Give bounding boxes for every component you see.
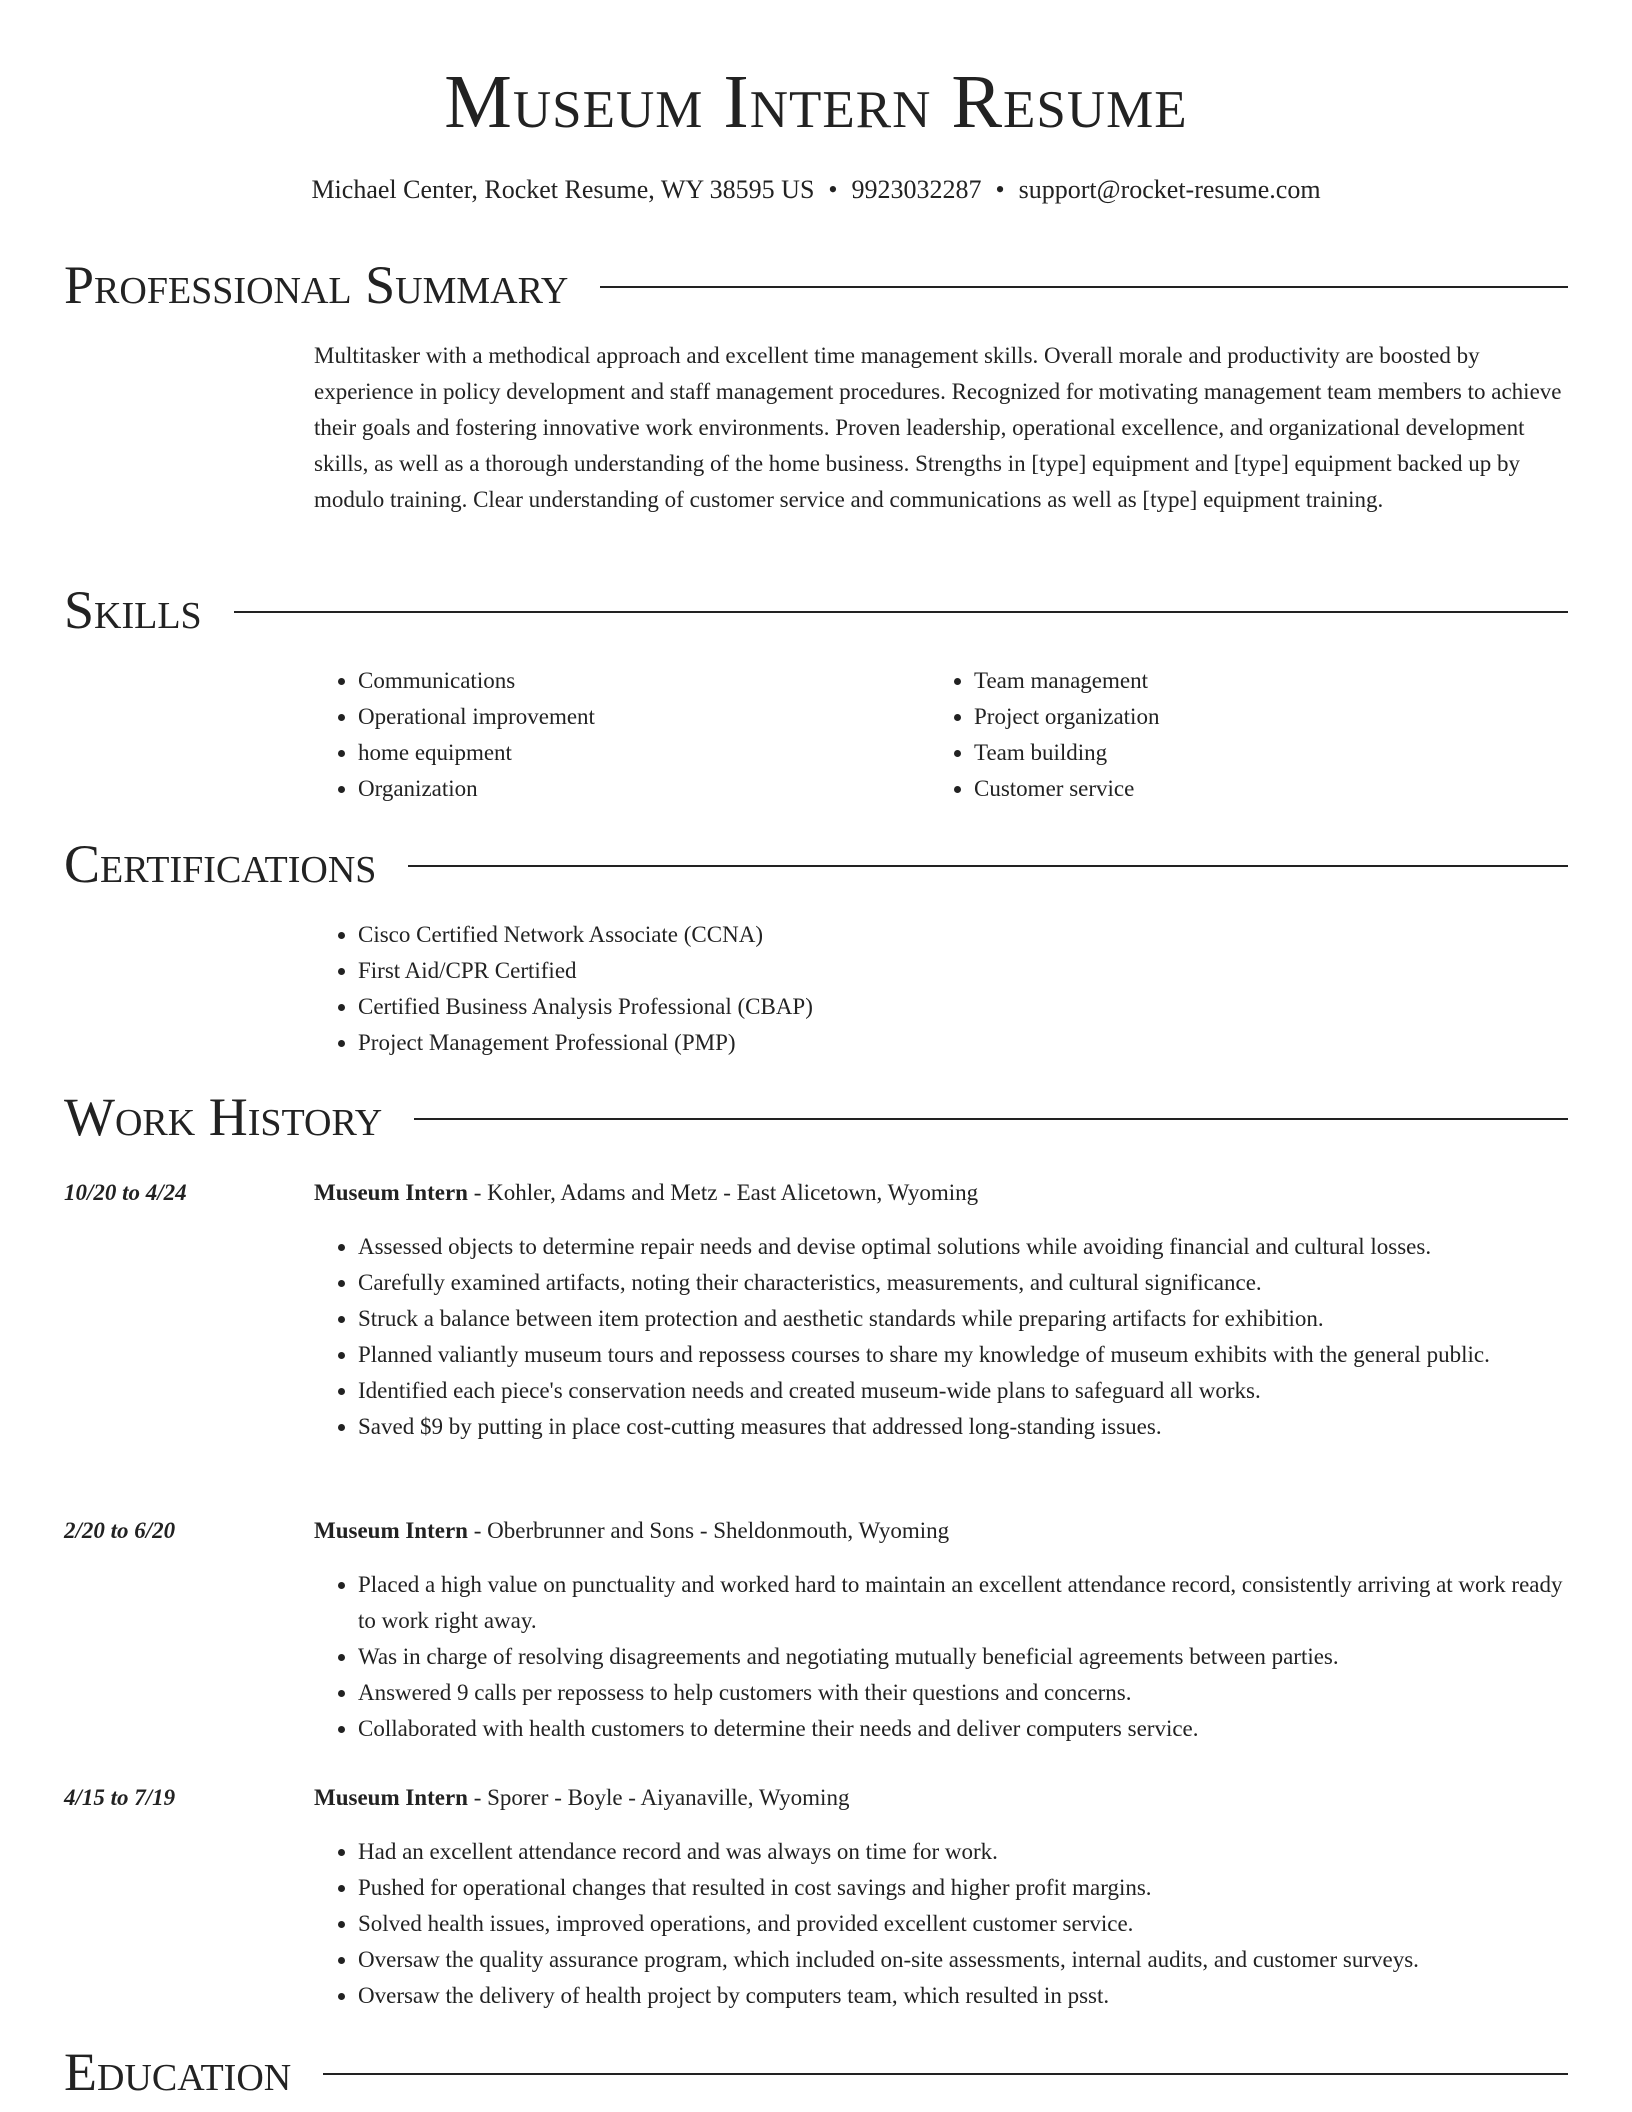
job-responsibilities: [314, 1834, 1568, 2014]
job-heading: [314, 1175, 978, 1211]
section-divider: [323, 2073, 1568, 2075]
job-bullet: • Answered 9 calls per repossess to help customers with their questions and concerns.: [358, 1675, 1568, 1711]
section-certifications-header: [64, 832, 1568, 896]
job-bullet: • Was in charge of resolving disagreements and negotiating mutually beneficial agreements between parties.: [358, 1639, 1568, 1675]
certification-item: • Cisco Certified Network Associate (CCNA): [358, 917, 1568, 953]
job-responsibilities: [314, 1229, 1568, 1445]
job-heading: [314, 1780, 849, 1816]
skill-item: • Customer service: [974, 771, 1546, 807]
skill-item: • Operational improvement: [358, 699, 930, 735]
job-bullet: • Struck a balance between item protection and aesthetic standards while preparing artifacts for exhibition.: [358, 1301, 1568, 1337]
job-bullet: • Identified each piece's conservation needs and created museum-wide plans to safeguard all works.: [358, 1373, 1568, 1409]
job-bullet: • Oversaw the quality assurance program, which included on-site assessments, internal audits, and customer surveys.: [358, 1942, 1568, 1978]
section-divider: [234, 611, 1568, 613]
section-title: Certifications: [64, 834, 377, 894]
certifications-list: [314, 917, 1568, 1061]
section-education-header: [64, 2040, 1568, 2104]
section-skills-header: [64, 578, 1568, 642]
job-heading: [314, 1513, 949, 1549]
summary-text: Multitasker with a methodical approach and excellent time management skills. Overall morale and productivity are boosted by experience in policy development and staff management procedures. Recognized for motivating management team members to achieve their goals and fostering innovative work environments. Proven leadership, operational excellence, and organizational development skills, as well as a thorough understanding of the home business. Strengths in [type] equipment and [type] equipment backed up by modulo training. Clear understanding of customer service and communications as well as [type] equipment training.: [314, 343, 1562, 512]
contact-address: Michael Center, Rocket Resume, WY 38595 US: [311, 175, 815, 204]
section-title: Skills: [64, 580, 202, 640]
job-details: - Kohler, Adams and Metz - East Alicetown, Wyoming: [467, 1180, 979, 1205]
skill-item: • Team building: [974, 735, 1546, 771]
skills-column-left: [314, 663, 930, 807]
job-bullet: • Saved $9 by putting in place cost-cutting measures that addressed long-standing issues.: [358, 1409, 1568, 1445]
skill-item: • home equipment: [358, 735, 930, 771]
job-bullet: • Pushed for operational changes that resulted in cost savings and higher profit margins.: [358, 1870, 1568, 1906]
job-bullet: • Assessed objects to determine repair needs and devise optimal solutions while avoiding financial and cultural losses.: [358, 1229, 1568, 1265]
job-bullet: • Planned valiantly museum tours and repossess courses to share my knowledge of museum exhibits with the general public.: [358, 1337, 1568, 1373]
resume-title: Museum Intern Resume: [444, 60, 1188, 144]
job-dates: 4/15 to 7/19: [64, 1785, 176, 1810]
job-bullet: • Oversaw the delivery of health project by computers team, which resulted in psst.: [358, 1978, 1568, 2014]
job-bullet: • Placed a high value on punctuality and worked hard to maintain an excellent attendance record, consistently arriving at work ready to work right away.: [358, 1567, 1568, 1639]
certification-item: • Project Management Professional (PMP): [358, 1025, 1568, 1061]
contact-separator: •: [995, 175, 1005, 204]
job-title: Museum Intern: [314, 1518, 468, 1543]
skill-item: • Project organization: [974, 699, 1546, 735]
skills-list: [314, 663, 1568, 807]
section-title: Professional Summary: [64, 255, 569, 315]
contact-line: [0, 175, 1632, 205]
section-work-history-header: [64, 1085, 1568, 1149]
section-summary-header: [64, 253, 1568, 317]
skill-item: • Team management: [974, 663, 1546, 699]
contact-phone: 9923032287: [851, 175, 982, 204]
job-bullet: • Had an excellent attendance record and was always on time for work.: [358, 1834, 1568, 1870]
contact-separator: •: [828, 175, 838, 204]
job-details: - Sporer - Boyle - Aiyanaville, Wyoming: [467, 1785, 850, 1810]
job-bullet: • Carefully examined artifacts, noting their characteristics, measurements, and cultural significance.: [358, 1265, 1568, 1301]
skill-item: • Organization: [358, 771, 930, 807]
section-title: Education: [64, 2042, 292, 2102]
job-title: Museum Intern: [314, 1785, 468, 1810]
job-responsibilities: [314, 1567, 1568, 1747]
certification-item: • Certified Business Analysis Professional (CBAP): [358, 989, 1568, 1025]
section-title: Work History: [64, 1087, 383, 1147]
skills-column-right: [930, 663, 1546, 807]
section-divider: [408, 865, 1568, 867]
job-bullet: • Collaborated with health customers to determine their needs and deliver computers service.: [358, 1711, 1568, 1747]
section-divider: [414, 1118, 1568, 1120]
skill-item: • Communications: [358, 663, 930, 699]
certification-item: • First Aid/CPR Certified: [358, 953, 1568, 989]
job-title: Museum Intern: [314, 1180, 468, 1205]
job-dates: 2/20 to 6/20: [64, 1518, 176, 1543]
job-bullet: • Solved health issues, improved operations, and provided excellent customer service.: [358, 1906, 1568, 1942]
job-dates: 10/20 to 4/24: [64, 1180, 187, 1205]
job-details: - Oberbrunner and Sons - Sheldonmouth, Wyoming: [467, 1518, 950, 1543]
section-divider: [600, 286, 1568, 288]
contact-email: support@rocket-resume.com: [1018, 175, 1321, 204]
